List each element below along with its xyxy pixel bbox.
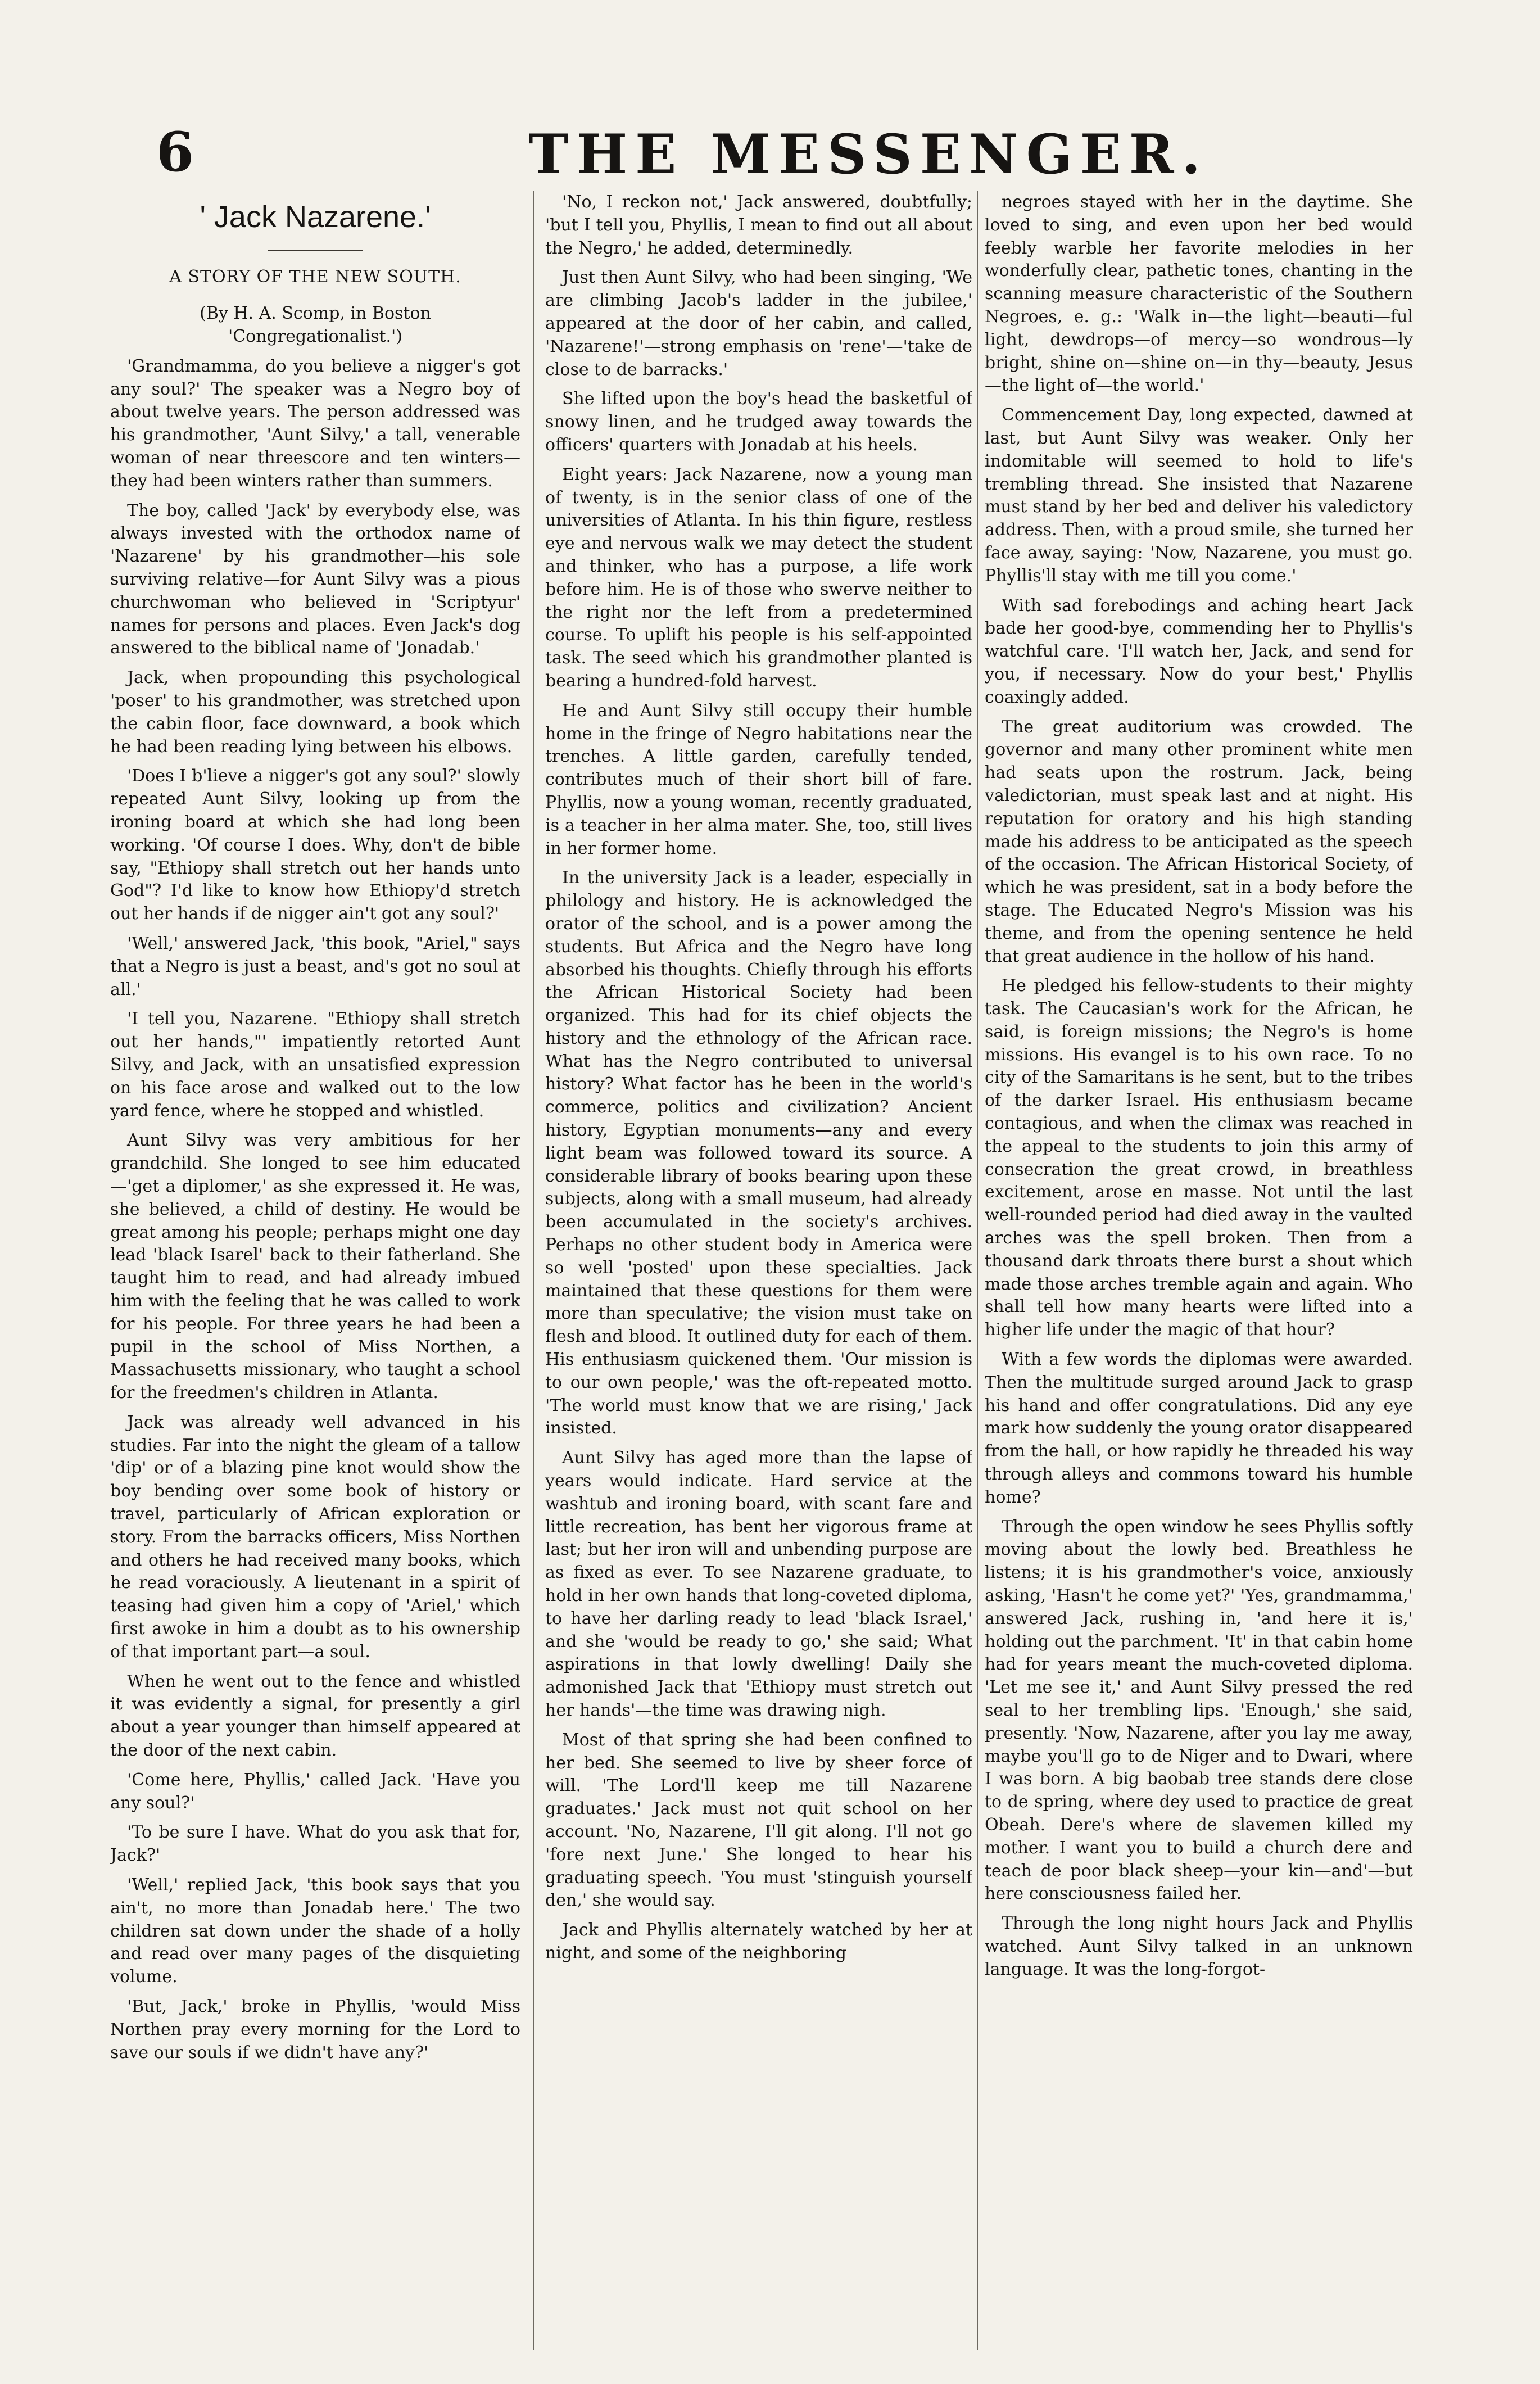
paragraph: In the university Jack is a leader, especially in philology and history. He is acknowledged the orator of the school, and is a power among the students. But Africa and the Negro have long absorbed his thoughts. Chiefly through his efforts the African Historical Society had been organized. This had for its chief objects the history and the ethnology of the African race. What has the Negro contributed to universal history? What factor has he been in the world's commerce, politics and civilization? Ancient history, Egyptian monuments—any and every light beam was followed toward its source. A considerable library of books bearing upon these subjects, along with a small museum, had already been accumulated in the society's archives. Perhaps no other student body in America were so well 'posted' upon these specialties. Jack maintained that these questions for them were more than speculative; the vision must take on flesh and blood. It outlined duty for each of them. His enthusiasm quickened them. 'Our mission is to our own people,' was the oft-repeated motto. 'The world must know that we are rising,' Jack insisted.: [545, 868, 972, 1438]
page-number: 6: [156, 120, 194, 184]
paragraph: He pledged his fellow-students to their mighty task. The Caucasian's work for the African, he said, is foreign missions; the Negro's is home missions. His evangel is to his own race. To no city of the Samaritans is he sent, but to the tribes of the darker Israel. His enthusiasm became contagious, and when the climax was reached in the appeal to the students to join this army of consecration the great crowd, in breathless excitement, arose en masse. Not until the last well-rounded period had died away in the vaulted arches was the spell broken. Then from a thousand dark throats there burst a shout which made those arches tremble again and again. Who shall tell how many hearts were lifted into a higher life under the magic of that hour?: [985, 976, 1413, 1340]
masthead: [0, 120, 1540, 188]
paragraph: 'To be sure I have. What do you ask that for, Jack?': [110, 1822, 520, 1866]
paragraph: 'Come here, Phyllis,' called Jack. 'Have you any soul?': [110, 1770, 520, 1813]
paragraph: Jack and Phyllis alternately watched by her at night, and some of the neighboring: [545, 1920, 972, 1963]
article-title: ' Jack Nazarene.': [200, 200, 431, 234]
column-3: [985, 191, 1413, 2361]
paragraph: When he went out to the fence and whistled it was evidently a signal, for presently a girl about a year younger than himself appeared at the door of the next cabin.: [110, 1671, 520, 1761]
paragraph: Aunt Silvy was very ambitious for her grandchild. She longed to see him educated—'get a diplomer,' as she expressed it. He was, she believed, a child of destiny. He would be great among his people; perhaps might one day lead 'black Isarel' back to their fatherland. She taught him to read, and had already imbued him with the feeling that he was called to work for his people. For three years he had been a pupil in the school of Miss Northen, a Massachusetts missionary, who taught a school for the freedmen's children in Atlanta.: [110, 1130, 520, 1403]
paragraph: Through the open window he sees Phyllis softly moving about the lowly bed. Breathless he listens; it is his grandmother's voice, anxiously asking, 'Hasn't he come yet?' 'Yes, grandmamma,' answered Jack, rushing in, 'and here it is,' holding out the parchment. 'It' in that cabin home had for years meant the much-coveted diploma. 'Let me see it,' and Aunt Silvy pressed the red seal to her trembling lips. 'Enough,' she said, presently. 'Now, Nazarene, after you lay me away, maybe you'll go to de Niger and to Dwari, where I was born. A big baobab tree stands dere close to de spring, where dey used to practice de great Obeah. Dere's where de slavemen killed my mother. I want you to build a church dere and teach de poor black sheep—your kin—and'—but here consciousness failed her.: [985, 1517, 1413, 1904]
column-divider: [977, 191, 978, 2350]
paragraph: 'Well,' replied Jack, 'this book says that you ain't, no more than Jonadab here.' The two children sat down under the shade of a holly and read over many pages of the disquieting volume.: [110, 1875, 520, 1987]
column-1-text: [110, 355, 520, 2065]
paragraph: 'No, I reckon not,' Jack answered, doubtfully; 'but I tell you, Phyllis, I mean to find out all about the Negro,' he added, determinedly.: [545, 192, 972, 258]
paragraph: Eight years: Jack Nazarene, now a young man of twenty, is in the senior class of one of the universities of Atlanta. In his thin figure, restless eye and nervous walk we may detect the student and thinker, who has a purpose, a life work before him. He is of those who swerve neither to the right nor the left from a predetermined course. To uplift his people is his self-appointed task. The seed which his grandmother planted is bearing a hundred-fold harvest.: [545, 464, 972, 691]
paragraph: With a few words the diplomas were awarded. Then the multitude surged around Jack to grasp his hand and offer congratulations. Did any eye mark how suddenly the young orator disappeared from the hall, or how rapidly he threaded his way through alleys and commons toward his humble home?: [985, 1350, 1413, 1507]
article-byline: (By H. A. Scomp, in Boston 'Congregationalist.'): [200, 304, 431, 347]
paragraph: 'Grandmamma, do you believe a nigger's got any soul?' The speaker was a Negro boy of about twelve years. The person addressed was his grandmother, 'Aunt Silvy,' a tall, venerable woman of near threescore and ten winters—they had been winters rather than summers.: [110, 356, 520, 491]
paragraph: Jack, when propounding this psychological 'poser' to his grandmother, was stretched upon the cabin floor, face downward, a book which he had been reading lying between his elbows.: [110, 668, 520, 757]
paragraph: 'I tell you, Nazarene. "Ethiopy shall stretch out her hands,"' impatiently retorted Aunt Silvy, and Jack, with an unsatisfied expression on his face arose and walked out to the low yard fence, where he stopped and whistled.: [110, 1009, 520, 1121]
paragraph: 'Well,' answered Jack, 'this book, "Ariel," says that a Negro is just a beast, and's got no soul at all.': [110, 933, 520, 999]
paragraph: Just then Aunt Silvy, who had been singing, 'We are climbing Jacob's ladder in the jubilee,' appeared at the door of her cabin, and called, 'Nazarene!'—strong emphasis on 'rene'—'take de close to de barracks.': [545, 268, 972, 379]
paragraph: With sad forebodings and aching heart Jack bade her good-bye, commending her to Phyllis's watchful care. 'I'll watch her, Jack, and send for you, if necessary. Now do your best,' Phyllis coaxingly added.: [985, 595, 1413, 707]
paragraph: Commencement Day, long expected, dawned at last, but Aunt Silvy was weaker. Only her indomitable will seemed to hold to life's trembling thread. She insisted that Nazarene must stand by her bed and deliver his valedictory address. Then, with a proud smile, she turned her face away, saying: 'Now, Nazarene, you must go. Phyllis'll stay with me till you come.': [985, 405, 1413, 586]
column-divider: [533, 191, 534, 2350]
paragraph: Jack was already well advanced in his studies. Far into the night the gleam of a tallow 'dip' or of a blazing pine knot would show the boy bending over some book of history or travel, particularly of African exploration or story. From the barracks officers, Miss Northen and others he had received many books, which he read voraciously. A lieutenant in a spirit of teasing had given him a copy of 'Ariel,' which first awoke in him a doubt as to his ownership of that important part—a soul.: [110, 1412, 520, 1662]
article-subtitle: A STORY OF THE NEW SOUTH.: [169, 267, 461, 287]
paragraph: Aunt Silvy has aged more than the lapse of years would indicate. Hard service at the washtub and ironing board, with scant fare and little recreation, has bent her vigorous frame at last; but her iron will and unbending purpose are as fixed as ever. To see Nazarene graduate, to hold in her own hands that long-coveted diploma, to have her darling ready to lead 'black Israel,' and she 'would be ready to go,' she said; What aspirations in that lowly dwelling! Daily she admonished Jack that 'Ethiopy must stretch out her hands'—the time was drawing nigh.: [545, 1448, 972, 1720]
paragraph: negroes stayed with her in the daytime. She loved to sing, and even upon her bed would feebly warble her favorite melodies in her wonderfully clear, pathetic tones, chanting in the scanning measure characteristic of the Southern Negroes, e. g.: 'Walk in—the light—beauti—ful light, dewdrops—of mercy—so wondrous—ly bright, shine on—shine on—in thy—beauty, Jesus—the light of—the world.': [985, 192, 1413, 396]
paragraph: He and Aunt Silvy still occupy their humble home in the fringe of Negro habitations near the trenches. A little garden, carefully tended, contributes much of their short bill of fare. Phyllis, now a young woman, recently graduated, is a teacher in her alma mater. She, too, still lives in her former home.: [545, 700, 972, 858]
paragraph: The boy, called 'Jack' by everybody else, was always invested with the orthodox name of 'Nazarene' by his grandmother—his sole surviving relative—for Aunt Silvy was a pious churchwoman who believed in 'Scriptyur' names for persons and places. Even Jack's dog answered to the biblical name of 'Jonadab.': [110, 500, 520, 658]
paragraph: Through the long night hours Jack and Phyllis watched. Aunt Silvy talked in an unknown language. It was the long-forgot-: [985, 1913, 1413, 1979]
paragraph: The great auditorium was crowded. The governor and many other prominent white men had seats upon the rostrum. Jack, being valedictorian, must speak last and at night. His reputation for oratory and his high standing made his address to be anticipated as the speech of the occasion. The African Historical Society, of which he was president, sat in a body before the stage. The Educated Negro's Mission was his theme, and from the opening sentence he held that great audience in the hollow of his hand.: [985, 717, 1413, 966]
paragraph: 'But, Jack,' broke in Phyllis, 'would Miss Northen pray every morning for the Lord to save our souls if we didn't have any?': [110, 1997, 520, 2062]
column-1: [110, 191, 520, 2361]
title-rule: [268, 250, 363, 251]
newspaper-title: THE MESSENGER.: [528, 123, 1208, 186]
column-2: [545, 191, 972, 2361]
paragraph: She lifted upon the boy's head the basketful of snowy linen, and he trudged away towards the officers' quarters with Jonadab at his heels.: [545, 389, 972, 455]
paragraph: 'Does I b'lieve a nigger's got any soul?' slowly repeated Aunt Silvy, looking up from the ironing board at which she had long been working. 'Of course I does. Why, don't de bible say, "Ethiopy shall stretch out her hands unto God"? I'd like to know how Ethiopy'd stretch out her hands if de nigger ain't got any soul?': [110, 766, 520, 924]
paragraph: Most of that spring she had been confined to her bed. She seemed to live by sheer force of will. 'The Lord'll keep me till Nazarene graduates.' Jack must not quit school on her account. 'No, Nazarene, I'll git along. I'll not go 'fore next June.' She longed to hear his graduating speech. 'You must 'stinguish yourself den,' she would say.: [545, 1730, 972, 1911]
